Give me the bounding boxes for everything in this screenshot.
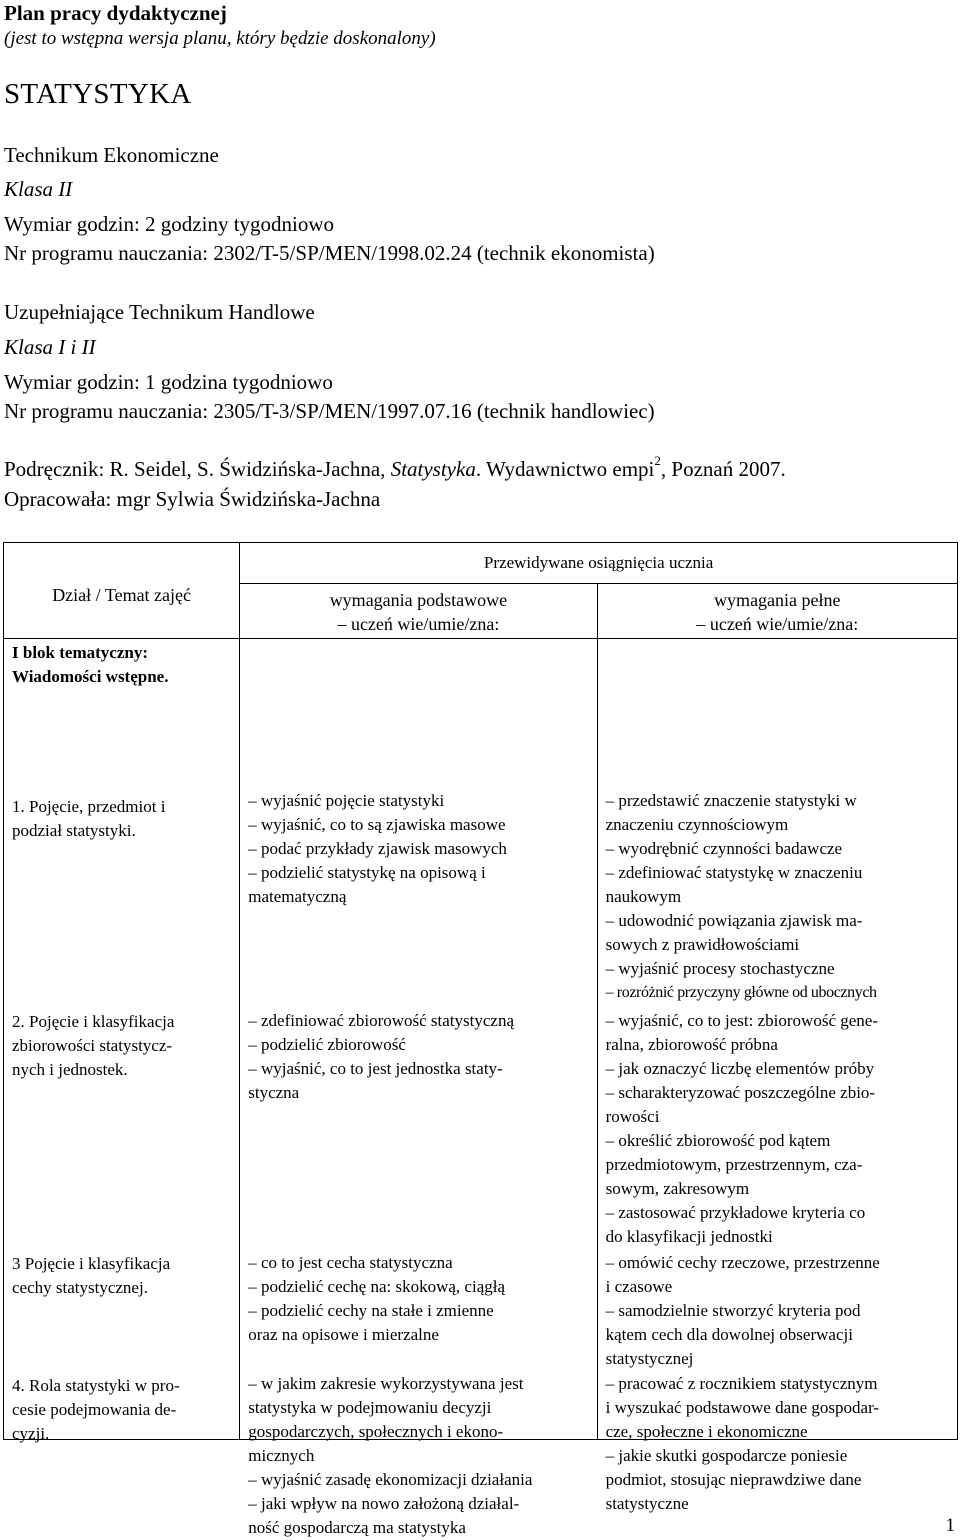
topic-2-line: zbiorowości statystycz- [12,1036,173,1055]
textbook-line [4,453,786,482]
basic-1-line: – podzielić statystykę na opisową i [248,863,486,882]
header-basic [240,584,597,639]
textbook-prefix: Podręcznik: R. Seidel, S. Świdzińska-Jachna, [4,457,391,481]
full-4 [598,1372,879,1516]
page-number: 1 [945,1515,955,1536]
school2-program: Nr programu nauczania: 2305/T-3/SP/MEN/1997.07.16 (technik handlowiec) [4,399,655,423]
author-line: Opracowała: mgr Sylwia Świdzińska-Jachna [4,487,381,511]
full-2-line: przedmiotowym, przestrzennym, cza- [605,1155,863,1174]
header-group: Przewidywane osiągnięcia ucznia [240,543,958,584]
school2-name: Uzupełniające Technikum Handlowe [4,300,315,324]
header-full-sub: – uczeń wie/umie/zna: [696,614,859,634]
basic-2-line: – podzielić zbiorowość [248,1035,406,1054]
textbook-publisher: . Wydawnictwo empi [475,457,655,481]
topic-2 [4,1010,180,1082]
header-full [597,584,957,639]
full-4-line: – jakie skutki gospodarcze poniesie [605,1446,848,1465]
school1-class: Klasa II [4,177,73,201]
topics-cell [4,639,240,1443]
topic-3-line: 3 Pojęcie i klasyfikacja [12,1254,171,1273]
document-title: Plan pracy dydaktycznej [4,1,227,25]
topic-4-line: cesie podejmowania de- [12,1400,177,1419]
basic-2-line: styczna [248,1083,300,1102]
topic-3-line: cechy statystycznej. [12,1278,148,1297]
full-2-line: – scharakteryzować poszczególne zbio- [605,1083,876,1102]
full-3-line: – samodzielnie stworzyć kryteria pod [605,1301,861,1320]
topic-3 [4,1252,176,1300]
header-basic-label: wymagania podstawowe [329,590,508,610]
basic-3-line: – co to jest cecha statystyczna [248,1253,453,1272]
full-2-line: – zastosować przykładowe kryteria co [605,1203,866,1222]
basic-4 [240,1372,532,1540]
full-3 [598,1251,880,1371]
basic-4-line: micznych [248,1446,315,1465]
full-3-line: kątem cech dla dowolnej obserwacji [605,1325,853,1344]
basic-requirements-cell [240,639,597,1537]
full-4-line: statystyczne [605,1494,689,1513]
basic-3-line: – podzielić cechy na stałe i zmienne [248,1301,494,1320]
school2-hours: Wymiar godzin: 1 godzina tygodniowo [4,370,333,394]
document-subtitle: (jest to wstępna wersja planu, który będzie doskonalony) [4,28,436,49]
school1-hours: Wymiar godzin: 2 godziny tygodniowo [4,212,335,236]
full-3-line: i czasowe [605,1277,673,1296]
block-title: I blok tematyczny: Wiadomości wstępne. [12,643,169,686]
topic-4 [4,1374,186,1446]
basic-3 [240,1251,505,1347]
full-2-line: – jak oznaczyć liczbę elementów próby [605,1059,875,1078]
basic-2 [240,1009,514,1105]
full-2-line: rowości [605,1107,660,1126]
subject-title: STATYSTYKA [4,78,192,110]
basic-1 [240,789,507,909]
full-1-line: znaczeniu czynnościowym [605,815,789,834]
basic-4-line: – jaki wpływ na nowo założoną działal- [248,1494,520,1513]
full-3-line: statystycznej [605,1349,694,1368]
header-dzial: Dział / Temat zajęć [4,543,240,639]
full-2-line: – określić zbiorowość pod kątem [605,1131,831,1150]
full-2 [598,1009,878,1249]
full-4-line: cze, społeczne i ekonomiczne [605,1422,808,1441]
basic-1-line: – wyjaśnić pojęcie statystyki [248,791,445,810]
header-full-label: wymagania pełne [714,590,841,610]
full-1-line: – wyodrębnić czynności badawcze [605,839,843,858]
full-1-line: – wyjaśnić procesy stochastyczne [605,959,835,978]
topic-4-line: 4. Rola statystyki w pro- [12,1376,180,1395]
full-1-line: – zdefiniować statystykę w znaczeniu [605,863,863,882]
full-4-line: i wyszukać podstawowe dane gospodar- [605,1398,880,1417]
school1-program: Nr programu nauczania: 2302/T-5/SP/MEN/1998.02.24 (technik ekonomista) [4,241,655,265]
topic-2-line: nych i jednostek. [12,1060,128,1079]
full-1-line: – przedstawić znaczenie statystyki w [605,791,857,810]
full-2-line: do klasyfikacji jednostki [605,1227,773,1246]
full-1-line: – udowodnić powiązania zjawisk ma- [605,911,863,930]
topic-1 [4,795,171,843]
header-basic-sub: – uczeń wie/umie/zna: [337,614,500,634]
textbook-suffix: , Poznań 2007. [660,457,786,481]
plan-table [3,542,958,1537]
basic-4-line: ność gospodarczą ma statystyka [248,1518,466,1537]
school1-name: Technikum Ekonomiczne [4,143,219,167]
school2-class: Klasa I i II [4,335,96,359]
basic-1-line: – podać przykłady zjawisk masowych [248,839,507,858]
basic-4-line: – wyjaśnić zasadę ekonomizacji działania [248,1470,533,1489]
full-1 [598,789,877,1005]
basic-3-line: oraz na opisowe i mierzalne [248,1325,439,1344]
full-1-line: sowych z prawidłowościami [605,935,800,954]
basic-1-line: matematyczną [248,887,347,906]
textbook-title: Statystyka [390,457,476,481]
textbook-sup: 2 [654,453,661,468]
topic-2-line: 2. Pojęcie i klasyfikacja [12,1012,175,1031]
full-2-line: ralna, zbiorowość próbna [605,1035,778,1054]
full-2-line: sowym, zakresowym [605,1179,750,1198]
full-1-line: – rozróżnić przyczyny główne od ubocznych [605,984,877,1001]
basic-3-line: – podzielić cechę na: skokową, ciągłą [248,1277,506,1296]
basic-4-line: statystyka w podejmowaniu decyzji [248,1398,492,1417]
topic-4-line: cyzji. [12,1424,50,1443]
full-requirements-cell [597,639,957,1513]
full-4-line: – pracować z rocznikiem statystycznym [605,1374,878,1393]
topic-1-line: podział statystyki. [12,821,136,840]
basic-4-line: – w jakim zakresie wykorzystywana jest [248,1374,524,1393]
basic-2-line: – wyjaśnić, co to jest jednostka staty- [248,1059,503,1078]
full-4-line: podmiot, stosując nieprawdziwe dane [605,1470,862,1489]
basic-2-line: – zdefiniować zbiorowość statystyczną [248,1011,515,1030]
full-2-line: – wyjaśnić, co to jest: zbiorowość gene- [605,1011,878,1030]
full-1-line: naukowym [605,887,682,906]
topic-1-line: 1. Pojęcie, przedmiot i [12,797,166,816]
basic-1-line: – wyjaśnić, co to są zjawiska masowe [248,815,506,834]
basic-4-line: gospodarczych, społecznych i ekono- [248,1422,504,1441]
full-3-line: – omówić cechy rzeczowe, przestrzenne [605,1253,880,1272]
